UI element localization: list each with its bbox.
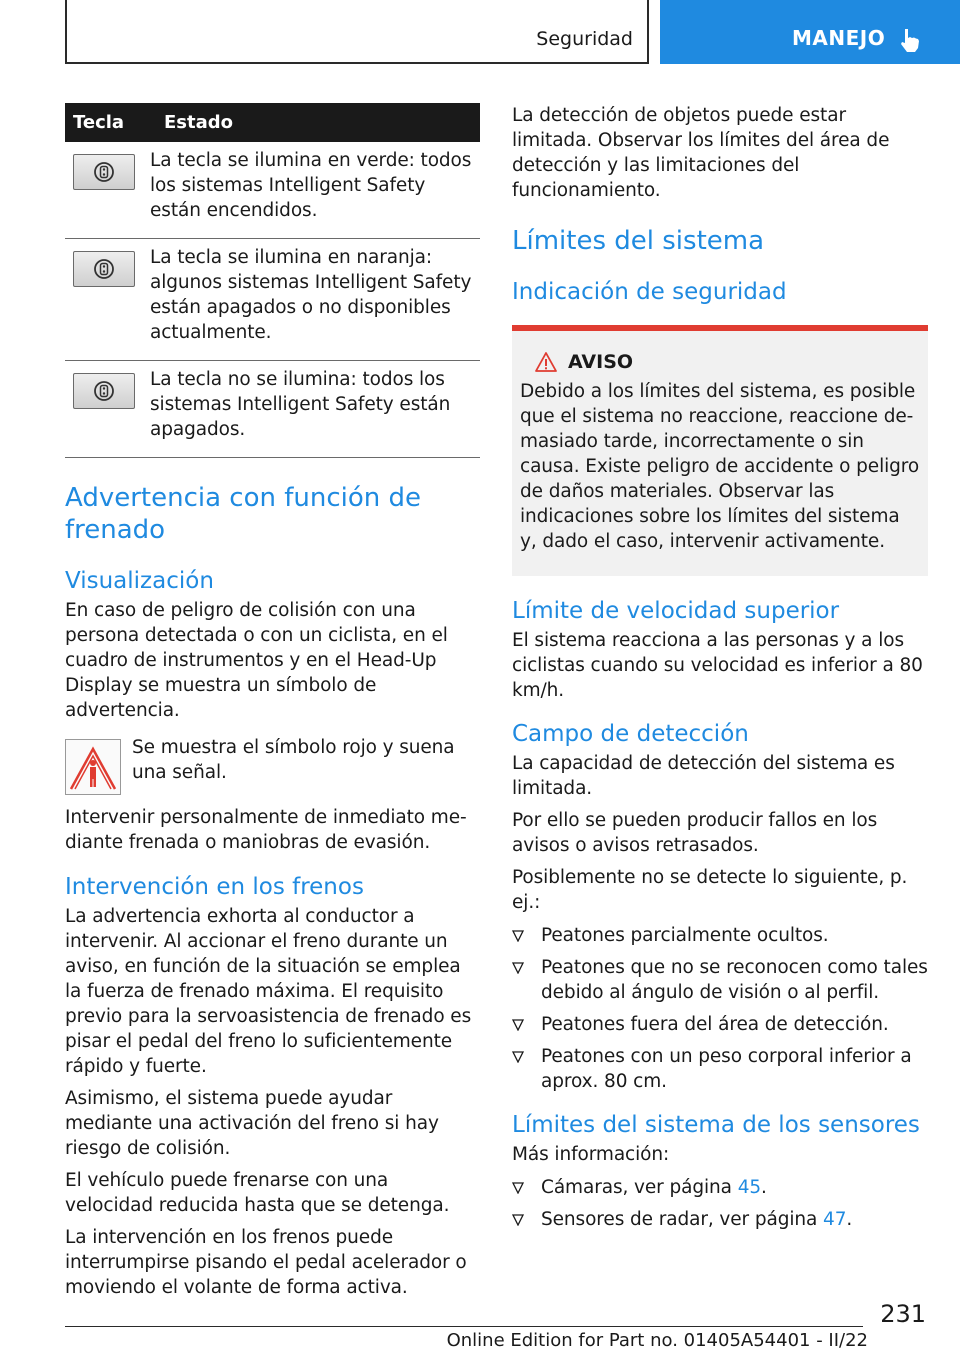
table-row — [65, 239, 480, 361]
footer-divider — [65, 1326, 863, 1327]
warning-triangle-icon — [534, 351, 558, 373]
bullet-triangle-icon — [512, 1214, 524, 1226]
table-cell-status: La tecla se ilumina en verde: todos los sistemas Intelligent Safety están encendidos. — [150, 150, 472, 221]
paragraph-visualizacion: En caso de peligro de colisión con una persona detectada o con un ciclista, en el cuadro de instrumentos y en el Head-Up Display se muestra un símbolo de advertencia. — [65, 600, 448, 721]
warning-title: AVISO — [568, 351, 634, 373]
header-chapter-label: MANEJO — [792, 26, 886, 50]
bullet-triangle-icon — [512, 930, 524, 942]
list-item — [512, 1012, 928, 1037]
header-section-title: Seguridad — [536, 28, 633, 50]
intelligent-safety-key-icon — [73, 373, 135, 409]
bullet-text: Peatones parcialmente ocultos. — [541, 925, 829, 946]
link-page-45[interactable]: 45 — [737, 1177, 762, 1198]
left-column — [65, 103, 480, 1300]
bullet-text: Peatones que no se reconocen como tales debido al ángulo de visión o al perfil. — [541, 957, 928, 1003]
table-header-estado: Estado — [150, 103, 480, 142]
ref-period: . — [846, 1209, 853, 1230]
intelligent-safety-key-icon — [73, 154, 135, 190]
ref-period: . — [761, 1177, 767, 1198]
warning-text: Debido a los límites del sistema, es posible que el sistema no reaccione, reaccione demasiado tarde, incorrectamente o sin causa. Existe peligro de accidente o peligro de daños materiales. Observar las indicaciones sobre los límites del sistema y, dado el caso, intervenir activamente. — [520, 381, 920, 552]
header-chapter-tab — [660, 0, 960, 64]
table-row — [65, 361, 480, 458]
heading-velocidad: Límite de velocidad superior — [512, 598, 840, 624]
bullet-text: Peatones con un peso corporal inferior a aprox. 80 cm. — [541, 1046, 912, 1092]
ref-cameras-text: Cámaras, ver página — [541, 1177, 738, 1198]
table-row — [65, 142, 480, 239]
list-item — [512, 1175, 928, 1200]
link-page-47[interactable]: 47 — [823, 1209, 847, 1230]
paragraph-campo-1: La capacidad de detección del sistema es limitada. — [512, 753, 895, 799]
heading-visualizacion: Visualización — [65, 568, 214, 594]
bullet-triangle-icon — [512, 962, 524, 974]
heading-advertencia: Advertencia con función de frenado — [65, 483, 422, 545]
list-item — [512, 1044, 928, 1094]
paragraph-frenos-1: La advertencia exhorta al conductor a intervenir. Al accionar el freno durante un aviso, en función de la situación se emplea la fuerza de frenado máxima. El requisito previo para la servoasistencia de frenado es pisar el pedal del freno lo suficientemente rápido y fuerte. — [65, 906, 472, 1077]
heading-limites: Límites del sistema — [512, 226, 765, 256]
page-number: 231 — [880, 1300, 926, 1328]
bullet-triangle-icon — [512, 1182, 524, 1194]
paragraph-campo-2: Por ello se pueden producir fallos en los avisos o avisos retrasados. — [512, 810, 878, 856]
right-column — [512, 103, 928, 1232]
bullet-triangle-icon — [512, 1019, 524, 1031]
list-item — [512, 923, 928, 948]
list-item — [512, 955, 928, 1005]
paragraph-frenos-3: El vehículo puede frenarse con una velocidad reducida hasta que se detenga. — [65, 1170, 450, 1216]
heading-campo: Campo de detección — [512, 721, 749, 747]
ref-radar-text: Sensores de radar, ver página — [541, 1209, 824, 1230]
intelligent-safety-key-icon — [73, 251, 135, 287]
paragraph-campo-3: Posiblemente no se detecte lo siguiente, p. ej.: — [512, 867, 908, 913]
symbol-row — [65, 735, 480, 795]
paragraph-velocidad: El sistema reacciona a las personas y a los ciclistas cuando su velocidad es inferior a 80 km/h. — [512, 630, 923, 701]
list-item — [512, 1207, 928, 1232]
footer-edition: Online Edition for Part no. 01405A54401 - II/22 — [446, 1330, 868, 1351]
paragraph-intro: La detección de objetos puede estar limitada. Observar los límites del área de detección y las limitaciones del funcionamiento. — [512, 105, 890, 201]
pedestrian-warning-icon — [65, 739, 121, 795]
paragraph-symbol: Se muestra el símbolo rojo y suena una señal. — [132, 737, 455, 783]
bullet-text: Peatones fuera del área de detección. — [541, 1014, 889, 1035]
bullet-triangle-icon — [512, 1051, 524, 1063]
header-section-box — [65, 0, 649, 64]
table-cell-status: La tecla no se ilumina: todos los sistemas Intelligent Safety están apagados. — [150, 369, 451, 440]
paragraph-frenos-2: Asimismo, el sistema puede ayudar mediante una activación del freno si hay riesgo de colisión. — [65, 1088, 439, 1159]
hand-pointer-icon — [896, 26, 924, 54]
table-cell-status: La tecla se ilumina en naranja: algunos sistemas Intelligent Safety están apagados o no disponibles actualmente. — [150, 247, 472, 343]
heading-indicacion: Indicación de seguridad — [512, 279, 787, 305]
paragraph-frenos-4: La intervención en los frenos puede interrumpirse pisando el pedal acelerador o moviendo el volante de forma activa. — [65, 1227, 467, 1298]
table-header-tecla: Tecla — [65, 103, 150, 142]
key-status-table — [65, 103, 480, 458]
paragraph-sensores: Más información: — [512, 1144, 670, 1165]
warning-box — [512, 325, 928, 576]
paragraph-intervene: Intervenir personalmente de inmediato mediante frenada o maniobras de evasión. — [65, 807, 467, 853]
heading-frenos: Intervención en los frenos — [65, 874, 364, 900]
heading-sensores: Límites del sistema de los sensores — [512, 1112, 920, 1138]
